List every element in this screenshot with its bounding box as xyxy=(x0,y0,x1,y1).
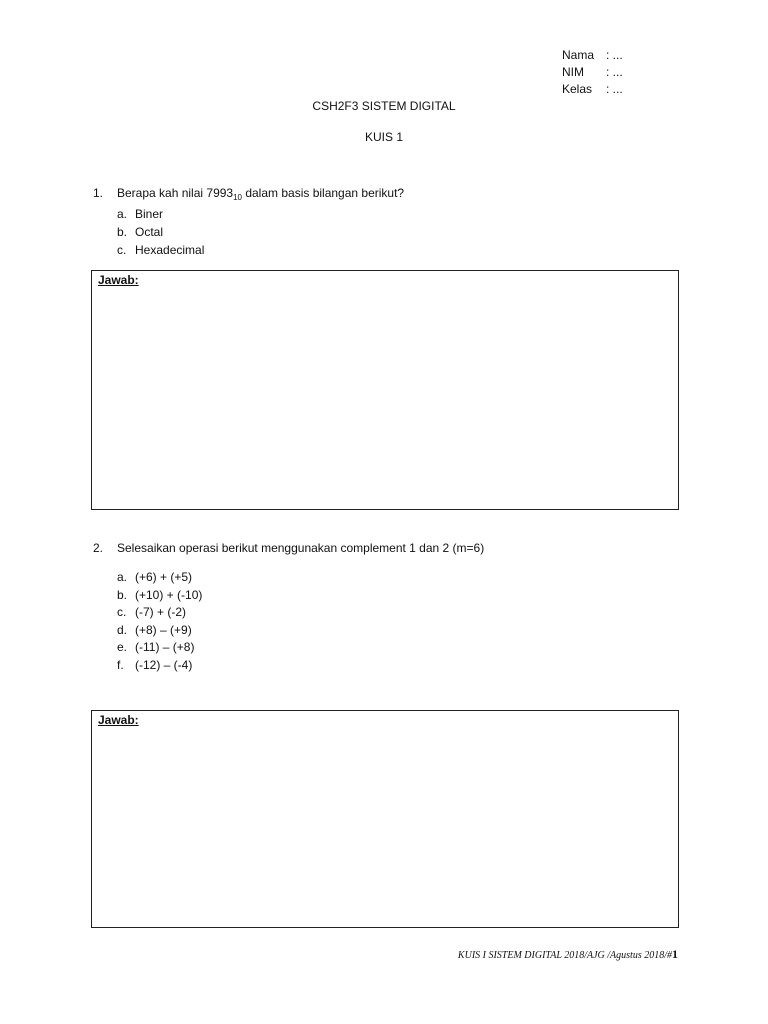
question-text-part: Berapa kah nilai 7993 xyxy=(117,186,234,200)
identity-value: : ... xyxy=(606,48,623,62)
option-text: (-7) + (-2) xyxy=(135,605,186,619)
option-letter: a. xyxy=(117,570,128,584)
base-subscript: 10 xyxy=(233,193,242,202)
option-letter: c. xyxy=(117,243,127,257)
identity-label: Nama xyxy=(562,48,595,62)
identity-value: : ... xyxy=(606,82,623,96)
identity-label: NIM xyxy=(562,65,584,79)
option-letter: b. xyxy=(117,225,128,239)
option-item xyxy=(117,657,202,675)
answer-box-2[interactable] xyxy=(91,710,679,928)
option-letter: c. xyxy=(117,605,127,619)
course-title: CSH2F3 SISTEM DIGITAL xyxy=(312,99,456,113)
option-letter: b. xyxy=(117,587,128,602)
option-item xyxy=(117,639,202,657)
option-item xyxy=(117,223,204,241)
question-number: 1. xyxy=(93,186,104,200)
footer-text: KUIS I SISTEM DIGITAL 2018/AJG /Agustus 2018/# xyxy=(457,950,672,961)
option-item xyxy=(117,569,202,587)
option-text: (+6) + (+5) xyxy=(135,570,193,584)
option-item xyxy=(117,587,202,605)
option-item xyxy=(117,241,204,259)
question-1-options xyxy=(117,205,204,259)
question-text: Selesaikan operasi berikut menggunakan complement 1 dan 2 (m=6) xyxy=(117,541,485,555)
identity-value: : ... xyxy=(606,65,623,79)
identity-row-kelas xyxy=(562,81,623,98)
page-footer xyxy=(458,947,678,962)
question-2-options xyxy=(117,569,202,674)
question-number: 2. xyxy=(93,541,104,555)
identity-row-nama xyxy=(562,47,623,64)
identity-label: Kelas xyxy=(562,82,593,96)
option-text: (-12) – (-4) xyxy=(135,657,193,672)
identity-row-nim xyxy=(562,64,623,81)
option-letter: d. xyxy=(117,622,128,637)
quiz-title: KUIS 1 xyxy=(364,130,403,144)
option-text: (+8) – (+9) xyxy=(135,622,192,637)
option-text: (+10) + (-10) xyxy=(135,587,203,602)
page-number: 1 xyxy=(672,947,678,961)
option-item xyxy=(117,622,202,640)
option-item xyxy=(117,205,204,223)
answer-label: Jawab: xyxy=(98,713,139,727)
option-text: (-11) – (+8) xyxy=(135,640,195,654)
option-text: Octal xyxy=(135,225,164,239)
student-identity-block xyxy=(562,47,623,98)
option-letter: a. xyxy=(117,207,128,221)
option-item xyxy=(117,604,202,622)
answer-box-1[interactable] xyxy=(91,270,679,510)
question-text-part: dalam basis bilangan berikut? xyxy=(242,186,405,200)
option-text: Biner xyxy=(135,207,164,221)
option-letter: f. xyxy=(117,657,124,672)
option-letter: e. xyxy=(117,640,128,654)
question-1 xyxy=(93,186,404,200)
option-text: Hexadecimal xyxy=(135,243,205,257)
question-2 xyxy=(93,541,484,555)
answer-label: Jawab: xyxy=(98,273,139,287)
